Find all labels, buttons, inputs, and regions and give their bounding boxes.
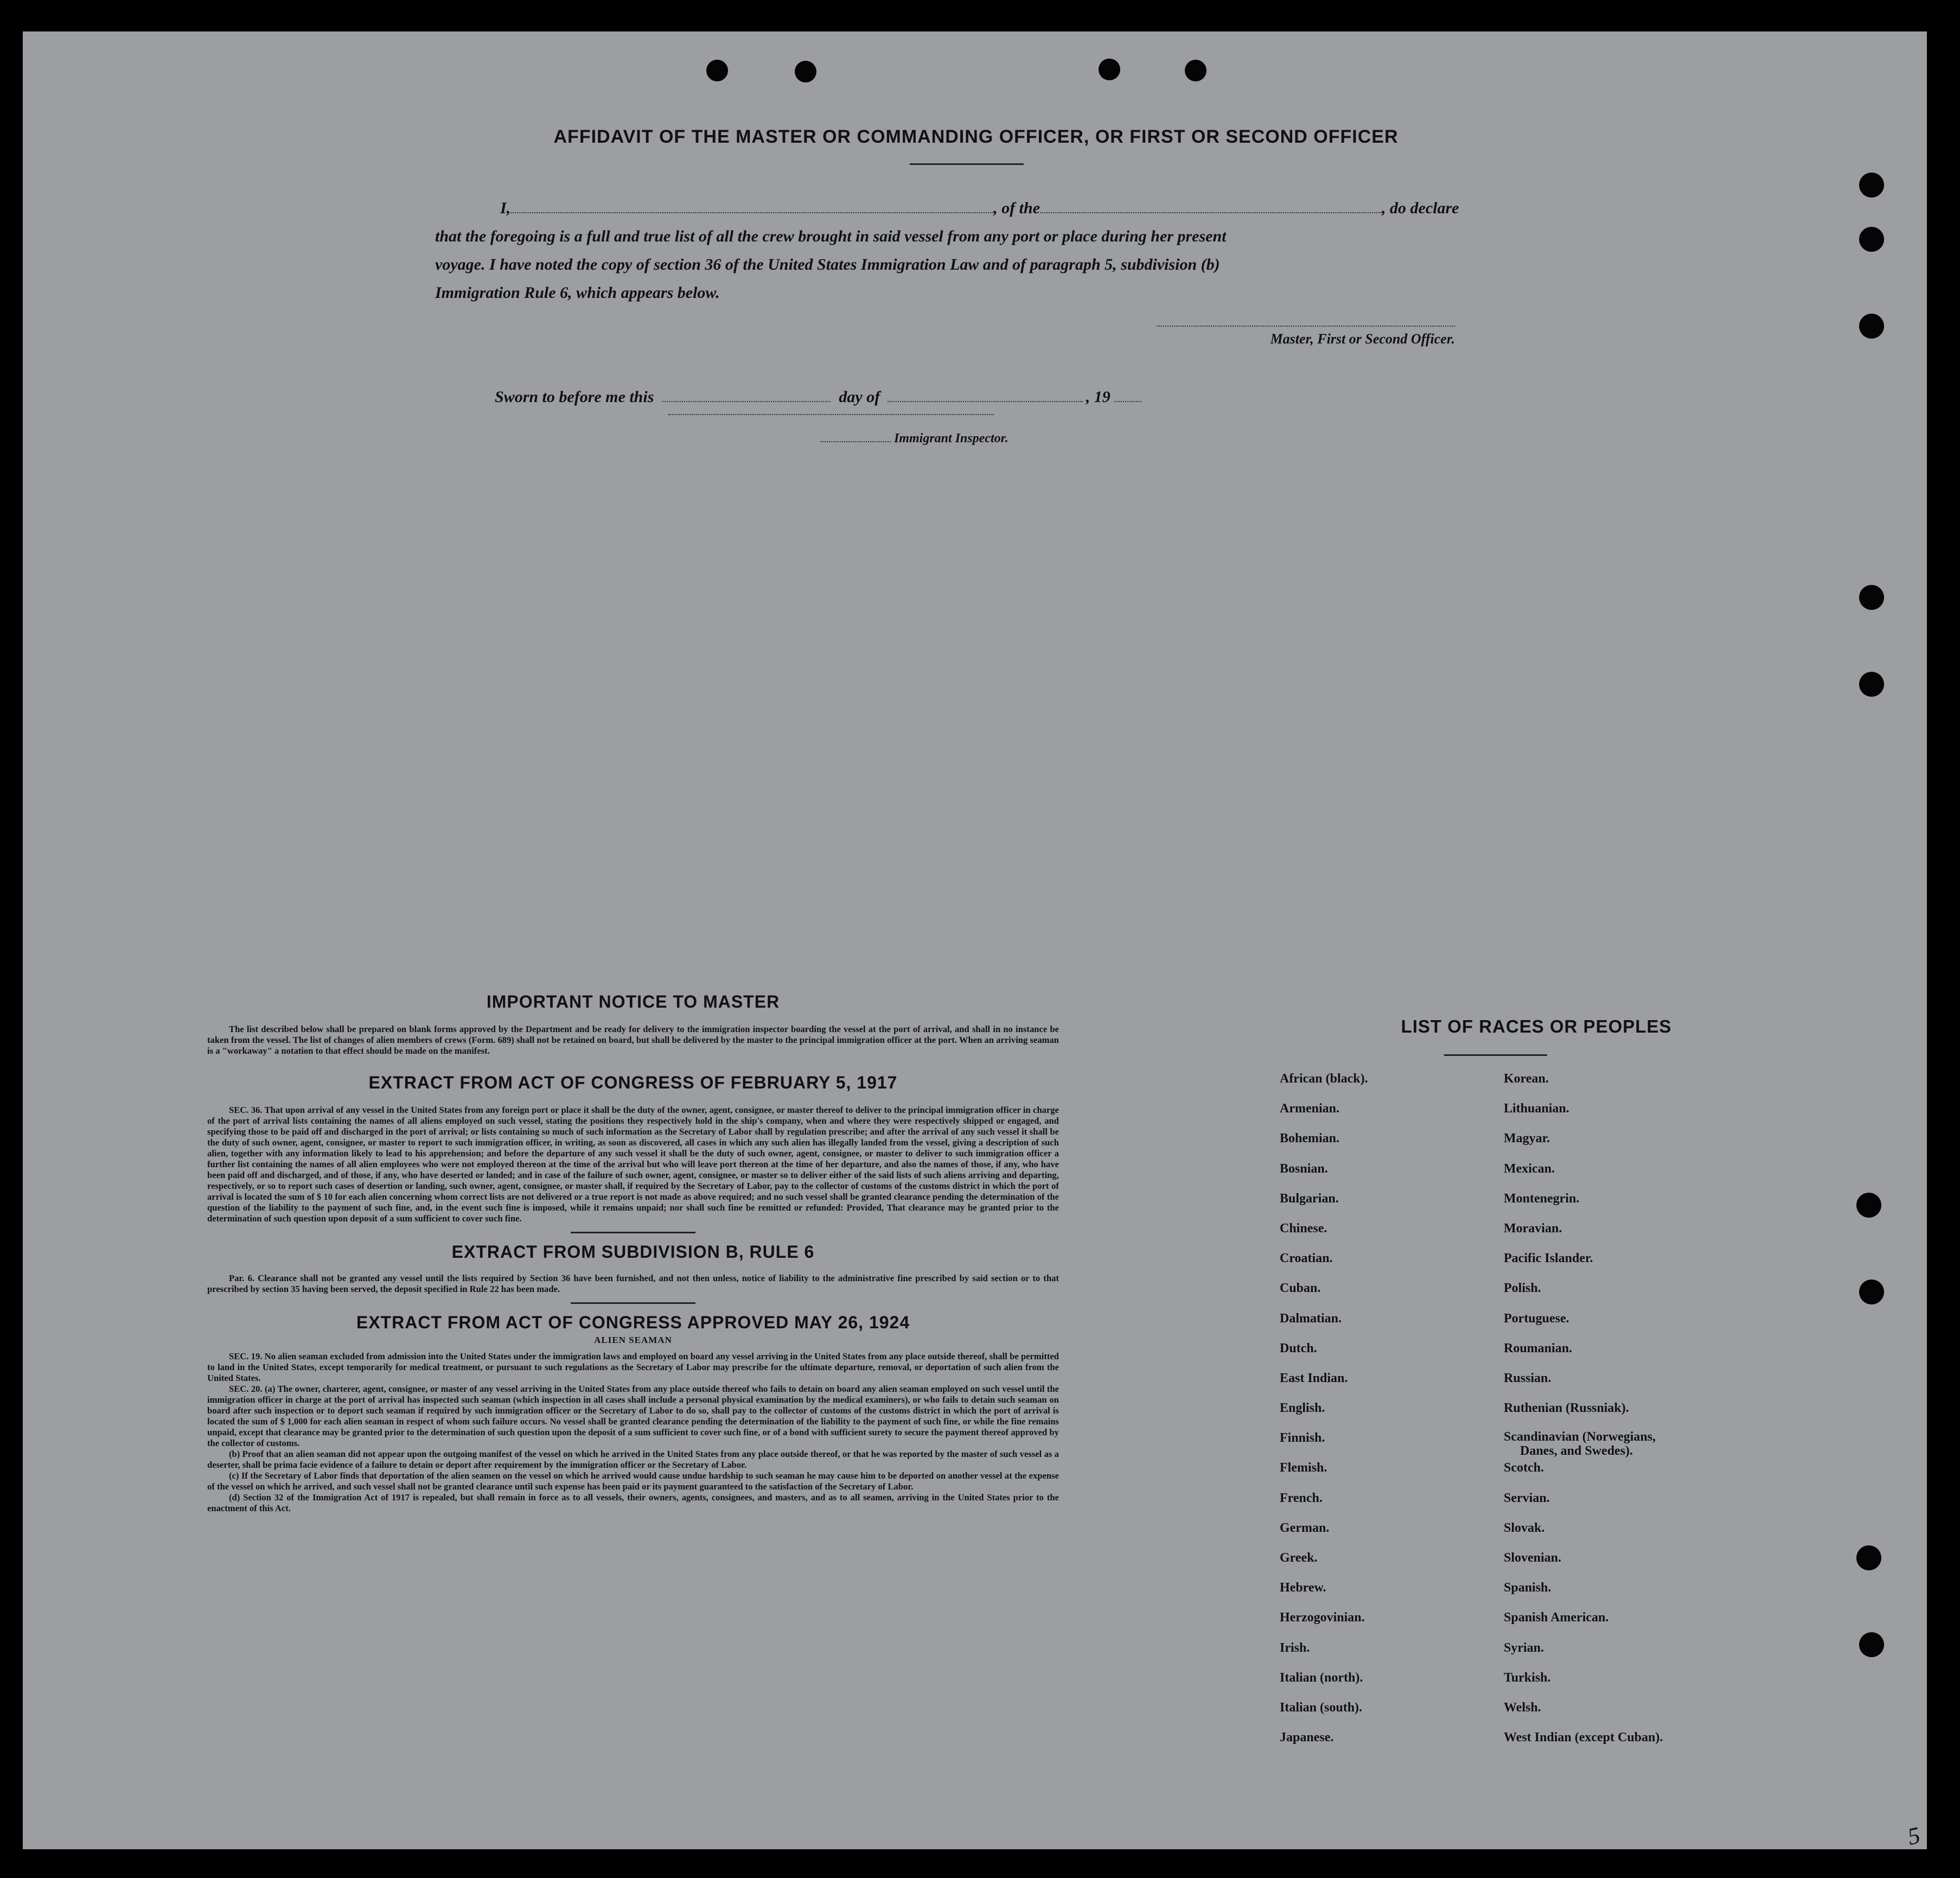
sworn-year-field[interactable]	[1114, 387, 1141, 402]
race-item: Lithuanian.	[1504, 1102, 1569, 1116]
punch-hole	[1859, 672, 1884, 697]
extract-1917-text: SEC. 36. That upon arrival of any vessel in the United States from any foreign port or place it shall be the duty of the owner, agent, consignee, or master thereof to deliver to the principal immigration officer in charge of the port of arrival lists containing the names of all aliens employed on such vessel, stating the positions they respectively hold in the ship's company, when and where they were respectively shipped or engaged, and specifying those to be paid off and discharged in the port of arrival; or lists containing so much of such information as the Secretary of Labor shall by regulation prescribe; and after the arrival of any such vessel it shall be the duty of such owner, agent, consignee, or master to report to such immigration officer, in writing, as soon as discovered, all cases in which any such alien has illegally landed from the vessel, giving a description of such alien, together with any information likely to lead to his apprehension; and before the departure of any such vessel it shall be the duty of such owner, agent, consignee, or master to deliver to such immigration officer a further list containing the names of all alien employees who were not employed thereon at the time of the arrival but who will leave port thereon at the time of her departure, and also the names of those, if any, who have been paid off and discharged, and of those, if any, who have deserted or landed; and in case of the failure of such owner, agent, consignee, or master so to deliver either of the said lists of such aliens arriving and departing, respectively, or so to report such cases of desertion or landing, such owner, agent, consignee, or master shall, if required by the Secretary of Labor, pay to the collector of customs of the customs district in which the port of arrival is located the sum of $ 10 for each alien concerning whom correct lists are not delivered or a true report is not made as above required; and no such vessel shall be granted clearance pending the determination of the question of the liability to the payment of such fine, and, in the event such fine is imposed, while it remains unpaid; nor shall such fine be remitted or refunded: Provided, That clearance may be granted prior to the determination of such question upon deposit of a sum sufficient to cover such fine.	[207, 1105, 1059, 1224]
race-item: Magyar.	[1504, 1131, 1550, 1146]
notice-title: IMPORTANT NOTICE TO MASTER	[486, 992, 780, 1011]
affidavit-of-the: , of the	[993, 199, 1040, 217]
race-item: West Indian (except Cuban).	[1504, 1730, 1663, 1745]
race-item: Italian (north).	[1280, 1670, 1363, 1685]
inspector-signature-line[interactable]	[668, 414, 994, 415]
race-item: Scotch.	[1504, 1461, 1544, 1475]
punch-hole	[1859, 585, 1884, 610]
vessel-field[interactable]	[1040, 198, 1382, 213]
inspector-signature	[820, 430, 1008, 446]
punch-hole	[1856, 1545, 1881, 1570]
race-item-line-1: Scandinavian (Norwegians,	[1504, 1430, 1656, 1444]
races-column-1	[1280, 1071, 1368, 1759]
punch-hole	[1856, 1193, 1881, 1218]
race-item: Herzogovinian.	[1280, 1610, 1365, 1625]
race-item: French.	[1280, 1491, 1323, 1505]
race-item: Portuguese.	[1504, 1311, 1569, 1326]
punch-hole	[1859, 173, 1884, 198]
race-item: Mexican.	[1504, 1161, 1555, 1176]
race-item: Welsh.	[1504, 1700, 1541, 1715]
title-divider	[910, 163, 1024, 165]
punch-hole	[1859, 314, 1884, 339]
affidavit-body	[435, 194, 1531, 307]
race-item	[1504, 1430, 1663, 1460]
race-item: Dalmatian.	[1280, 1311, 1342, 1326]
race-item: Spanish American.	[1504, 1610, 1609, 1625]
race-item: Bulgarian.	[1280, 1191, 1339, 1206]
punch-hole	[1859, 1632, 1884, 1657]
punch-hole	[706, 60, 728, 81]
race-item: Roumanian.	[1504, 1341, 1573, 1355]
race-item: Bohemian.	[1280, 1131, 1340, 1146]
races-title: LIST OF RACES OR PEOPLES	[1401, 1016, 1672, 1036]
extract-1924-sec19: SEC. 19. No alien seaman excluded from admission into the United States under the immigration laws and employed on board any vessel arriving in the United States from any place outside thereof, shall be permitted to land in the United States, except temporarily for medical treatment, or pursuant to such regulations as the Secretary of Labor may prescribe for the ultimate departure, removal, or deportation of such alien from the United States.	[207, 1351, 1059, 1383]
notice-text: The list described below shall be prepared on blank forms approved by the Department and be ready for delivery to the immigration inspector boarding the vessel at the port of arrival, and shall in no instance be taken from the vessel. The list of changes of alien members of crews (Form. 689) shall not be retained on board, but shall be delivered by the master to the principal immigration officer at the port. When an arriving seaman is a "workaway" a notation to that effect should be made on the manifest.	[207, 1024, 1059, 1056]
race-item: Moravian.	[1504, 1221, 1562, 1236]
race-item: Croatian.	[1280, 1251, 1333, 1266]
document-sheet	[23, 31, 1927, 1849]
sworn-day-field[interactable]	[662, 387, 831, 402]
race-item: Montenegrin.	[1504, 1191, 1580, 1206]
name-field[interactable]	[510, 198, 993, 213]
race-item: Irish.	[1280, 1640, 1310, 1655]
notice-column	[207, 992, 1059, 1514]
race-item: Slovak.	[1504, 1520, 1545, 1535]
page-number-mark: 5	[1905, 1822, 1923, 1850]
extract-1924-subtitle: ALIEN SEAMAN	[594, 1335, 672, 1345]
race-item: Spanish.	[1504, 1581, 1552, 1595]
race-item: German.	[1280, 1520, 1330, 1535]
extract-rule6-title: EXTRACT FROM SUBDIVISION B, RULE 6	[451, 1242, 815, 1262]
extract-1917-title: EXTRACT FROM ACT OF CONGRESS OF FEBRUARY 5, 1917	[368, 1073, 898, 1092]
sworn-month-field[interactable]	[888, 387, 1083, 402]
affidavit-line-3: voyage. I have noted the copy of section 36 of the United States Immigration Law and of paragraph 5, subdivision (b)	[435, 256, 1220, 273]
race-item: Japanese.	[1280, 1730, 1334, 1745]
master-signature-label: Master, First or Second Officer.	[1270, 331, 1455, 347]
affidavit-line-1	[435, 194, 1531, 222]
extract-1924-sec20d: (d) Section 32 of the Immigration Act of 1917 is repealed, but shall remain in force as to all vessels, their owners, agents, consignees, and masters, and as to all seamen, arriving in the United States prior to the enactment of this Act.	[207, 1492, 1059, 1513]
affidavit-line-2: that the foregoing is a full and true list of all the crew brought in said vessel from any port or place during her present	[435, 227, 1227, 245]
race-item: Armenian.	[1280, 1102, 1339, 1116]
punch-hole	[1859, 1279, 1884, 1304]
sworn-prefix: Sworn to before me this	[495, 388, 654, 406]
punch-hole	[1185, 60, 1206, 81]
race-item: Pacific Islander.	[1504, 1251, 1593, 1266]
race-item: Dutch.	[1280, 1341, 1317, 1355]
race-item: Polish.	[1504, 1281, 1541, 1296]
extract-1924-sec20a: SEC. 20. (a) The owner, charterer, agent, consignee, or master of any vessel arriving in the United States from any place outside thereof who fails to detain on board any alien seaman employed on such vessel until the immigration officer in charge at the port of arrival has inspected such seaman (which inspection in all cases shall include a personal physical examination by the medical examiners), or who fails to detain such seaman on board after such inspection or to deport such seaman if required by such immigration officer or the Secretary of Labor to do so, shall pay to the collector of customs of the customs district in which the port of arrival is located the sum of $ 1,000 for each alien seaman in respect of whom such failure occurs. No vessel shall be granted clearance pending the determination of the liability to the payment of such fine, or while the fine remains unpaid, except that clearance may be granted prior to the determination of such question upon the deposit of a sum sufficient to cover such fine, or of a bond with sufficient surety to secure the payment thereof approved by the collector of customs.	[207, 1384, 1059, 1448]
race-item: Bosnian.	[1280, 1161, 1328, 1176]
sworn-day-of: day of	[839, 388, 880, 406]
race-item: Chinese.	[1280, 1221, 1327, 1236]
section-divider	[571, 1232, 695, 1233]
race-item: English.	[1280, 1401, 1325, 1416]
master-signature-line[interactable]	[1157, 326, 1455, 347]
race-item: Italian (south).	[1280, 1700, 1363, 1715]
section-divider	[571, 1302, 695, 1304]
race-item: Russian.	[1504, 1371, 1552, 1385]
race-item: Syrian.	[1504, 1640, 1544, 1655]
race-item: African (black).	[1280, 1072, 1368, 1086]
races-divider	[1444, 1054, 1547, 1056]
extract-1924-sec20b: (b) Proof that an alien seaman did not appear upon the outgoing manifest of the vessel on which he arrived in the United States from any place outside thereof, or that he was reported by the master of such vessel as a deserter, shall be prima facie evidence of a failure to detain or deport after requirement by the immigration officer or the Secretary of Labor.	[207, 1449, 1059, 1470]
affidavit-i: I,	[500, 199, 511, 217]
races-column-2	[1504, 1071, 1663, 1759]
race-item: Greek.	[1280, 1551, 1318, 1565]
sworn-year: , 19	[1086, 388, 1110, 406]
affidavit-declare: , do declare	[1382, 199, 1459, 217]
race-item: Turkish.	[1504, 1670, 1551, 1685]
race-item: Korean.	[1504, 1072, 1549, 1086]
race-item: Hebrew.	[1280, 1581, 1326, 1595]
race-item: Servian.	[1504, 1491, 1550, 1505]
race-item: Ruthenian (Russniak).	[1504, 1401, 1629, 1416]
race-item: Slovenian.	[1504, 1551, 1562, 1565]
race-item-line-2: Danes, and Swedes).	[1520, 1444, 1633, 1459]
race-item: East Indian.	[1280, 1371, 1348, 1385]
extract-1924-sec20c: (c) If the Secretary of Labor finds that deportation of the alien seamen on the vessel on which he arrived would cause undue hardship to such seaman he may cause him to be deported on another vessel at the expense of the vessel on which he arrived, and such vessel shall not be granted clearance until such expense has been paid or its payment guaranteed to the satisfaction of the Secretary of Labor.	[207, 1470, 1059, 1492]
affidavit-title: AFFIDAVIT OF THE MASTER OR COMMANDING OFFICER, OR FIRST OR SECOND OFFICER	[553, 126, 1399, 147]
inspector-name-field[interactable]	[820, 430, 891, 442]
inspector-label: Immigrant Inspector.	[894, 431, 1008, 445]
punch-hole	[1859, 227, 1884, 252]
race-item: Finnish.	[1280, 1431, 1325, 1446]
race-item: Flemish.	[1280, 1461, 1327, 1475]
sworn-statement	[495, 387, 1141, 406]
affidavit-line-4: Immigration Rule 6, which appears below.	[435, 284, 720, 302]
punch-hole	[1099, 59, 1120, 80]
extract-1924-title: EXTRACT FROM ACT OF CONGRESS APPROVED MAY 26, 1924	[356, 1313, 910, 1332]
race-item: Cuban.	[1280, 1281, 1321, 1296]
extract-rule6-text: Par. 6. Clearance shall not be granted any vessel until the lists required by Section 36 have been furnished, and not then unless, notice of liability to the administrative fine prescribed by said section or to that prescribed by section 35 having been served, the deposit specified in Rule 22 has been made.	[207, 1273, 1059, 1294]
punch-hole	[795, 61, 816, 82]
